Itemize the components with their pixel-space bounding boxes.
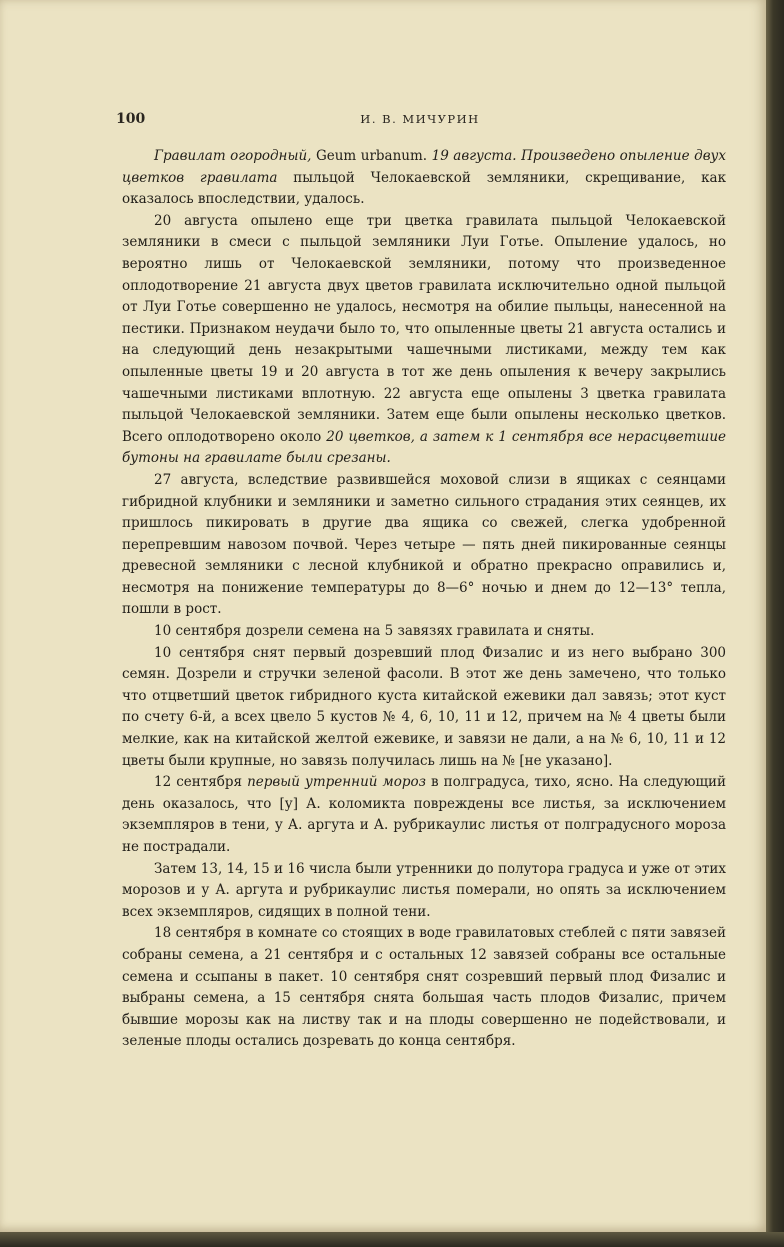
paragraph-gravilat-intro — [122, 146, 726, 211]
text-run: 19 августа. Произведено опыление двух цветков гравилата — [122, 148, 726, 186]
text-run: Гравилат огородный, — [154, 148, 312, 164]
paragraph-august-27 — [122, 470, 726, 621]
paragraph-september-18 — [122, 923, 726, 1053]
page-number: 100 — [116, 111, 146, 127]
paragraph-september-10-physalis — [122, 643, 726, 773]
text-run: 18 сентября в комнате со стоящих в воде гравилатовых стеблей с пяти завязей собраны семена, а 21 сентября и с остальных 12 завязей собраны все остальные семена и ссыпаны в пакет. 10 сентября снят созревший первый плод Физалис и выбраны семена, а 15 сентября снята большая часть плодов Физалис, причем бывшие морозы как на листву так и на плоды совершенно не подействовали, и зеленые плоды остались дозревать до конца сентября. — [122, 925, 726, 1050]
text-run: Geum urbanum. — [311, 148, 432, 164]
text-run: 10 сентября дозрели семена на 5 завязях гравилата и сняты. — [154, 623, 595, 640]
page-bottom-edge — [0, 1232, 784, 1247]
paragraph-september-13-16 — [122, 859, 726, 924]
text-run: Затем 13, 14, 15 и 16 числа были утренники до полутора градуса и уже от этих морозов и у А. аргута и рубрикаулис листья померали, но опять за исключением всех экземпляров, сидящих в полной тени. — [122, 860, 726, 920]
running-head: И. В. МИЧУРИН — [360, 112, 480, 126]
text-run: первый утренний мороз — [247, 774, 426, 791]
page-header — [116, 111, 724, 131]
text-run: 12 сентября — [154, 774, 248, 791]
text-run: 10 сентября снят первый дозревший плод Физалис и из него выбрано 300 семян. Дозрели и стручки зеленой фасоли. В этот же день замечено, что только что отцветший цветок гибридного куста китайской ежевики дал завязь; этот куст по счету 6-й, а всех цвело 5 кустов № 4, 6, 10, 11 и 12, причем на № 4 цветы были мелкие, как на китайской желтой ежевике, и завязи не дали, а на № 6, 10, 11 и 12 цветы были крупные, но завязь получилась лишь на № [не указано]. — [122, 644, 726, 769]
page-right-edge — [766, 0, 784, 1247]
body-text — [122, 146, 726, 1053]
text-run: в полградуса, тихо, ясно. На следующий день оказалось, что [у] А. коломикта повреждены все листья, за исключением экземпляров в тени, у А. аргута и А. рубрикаулис листья от полградусного мороза не пострадали. — [122, 774, 726, 855]
text-run: 20 августа опылено еще три цветка гравилата пыльцой Челокаевской земляники в смеси с пыльцой земляники Луи Готье. Опыление удалось, но вероятно лишь от Челокаевской земляники, потому что произведенное оплодотворение 21 августа двух цветов гравилата исключительно одной пыльцой от Луи Готье совершенно не удалось, несмотря на обилие пыльцы, нанесенной на пестики. Признаком неудачи было то, что опыленные цветы 21 августа остались и на следующий день незакрытыми чашечными листиками, между тем как опыленные цветы 19 и 20 августа в тот же день опыления к вечеру закрылись чашечными листиками вплотную. 22 августа еще опылены 3 цветка гравилата пыльцой Челокаевской земляники. Затем еще были опылены несколько цветков. Всего оплодотворено около — [122, 212, 726, 445]
paragraph-september-10-seeds — [122, 621, 726, 643]
text-run: 20 цветков, а затем к 1 сентября все нерасцветшие бутоны на гравилате были срезаны. — [122, 428, 726, 467]
text-run: 27 августа, вследствие развившейся моховой слизи в ящиках с сеянцами гибридной клубники и земляники и заметно сильного страдания этих сеянцев, их пришлось пикировать в другие два ящика со свежей, слегка удобренной перепревшим навозом почвой. Через четыре — пять дней пикированные сеянцы древесной земляники с лесной клубникой и обратно прекрасно оправились и, несмотря на понижение температуры до 8—6° ночью и днем до 12—13° тепла, пошли в рост. — [122, 471, 726, 618]
paragraph-september-12-frost — [122, 772, 726, 858]
paragraph-august-20 — [122, 211, 726, 470]
text-run: пыльцой Челокаевской земляники, скрещивание, как оказалось впоследствии, удалось. — [122, 169, 727, 208]
